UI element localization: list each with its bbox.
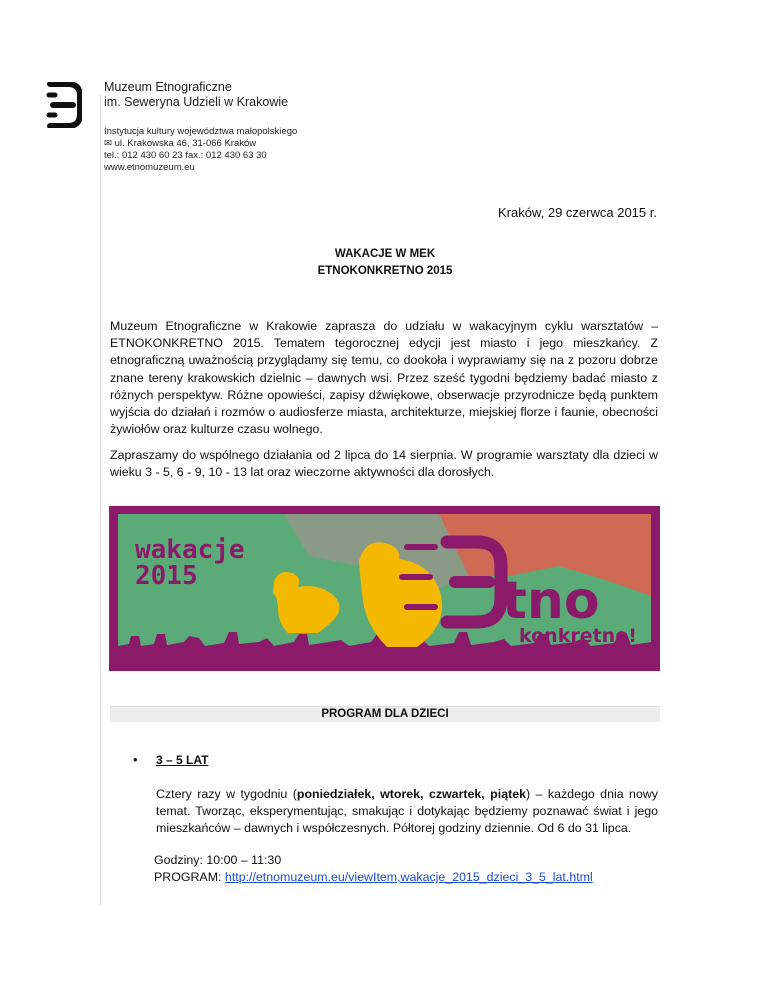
invitation-paragraph: Zapraszamy do wspólnego działania od 2 lipca do 14 sierpnia. W programie warsztaty dla dzieci w wieku 3 - 5, 6 - 9, 10 - 13 lat oraz wieczorne aktywności dla dorosłych. — [110, 448, 658, 480]
address-text: ul. Krakowska 46, 31-066 Kraków — [114, 138, 257, 149]
program-link[interactable]: http://etnomuzeum.eu/viewItem,wakacje_2015_dzieci_3_5_lat.html — [224, 870, 593, 884]
letter-date: Kraków, 29 czerwca 2015 r. — [498, 205, 657, 220]
program-link-line — [154, 870, 593, 884]
mail-icon: ✉ — [104, 138, 112, 149]
phone-line: tel.: 012 430 60 23 fax.: 012 430 63 30 — [104, 150, 267, 161]
letter-title: WAKACJE W MEK — [334, 248, 436, 260]
desc-part1: Cztery razy w tygodniu ( — [156, 787, 297, 801]
age-group-heading: 3 – 5 LAT — [156, 753, 209, 767]
etnokonkretno-banner — [109, 506, 660, 671]
website-line: www.etnomuzeum.eu — [104, 162, 195, 173]
logo-dash-middle — [399, 574, 433, 580]
bullet-icon: • — [133, 752, 138, 767]
museum-name-line1: Muzeum Etnograficzne — [104, 80, 232, 94]
section-header-bar — [110, 706, 660, 722]
banner-text-tno: tno — [502, 571, 600, 631]
page-margin-line — [100, 95, 101, 905]
desc-part2: ) – każdego dnia nowy temat. Tworząc, eksperymentując, smakując i dotykając będziemy poznawać świat i jego mieszkańców – dawnych i współczesnych. Półtorej godziny dziennie. Od 6 do 31 lipca. — [156, 787, 658, 836]
address-line — [104, 138, 297, 150]
section-title: PROGRAM DLA DZIECI — [321, 708, 449, 720]
logo-dash-bottom — [404, 604, 438, 610]
letter-subtitle: ETNOKONKRETNO 2015 — [317, 265, 453, 277]
contact-block — [104, 126, 297, 174]
institution-line: Instytucja kultury województwa małopolskiego — [104, 126, 298, 137]
banner-text-wakacje: wakacje — [135, 535, 245, 565]
museum-name-line2: im. Seweryna Udzieli w Krakowie — [104, 95, 289, 109]
intro-paragraph: Muzeum Etnograficzne w Krakowie zaprasza do udziału w wakacyjnym cyklu warsztatów – ETNOKONKRETNO 2015. Tematem tegorocznej edycji jest miasto i jego mieszkańcy. Z etnograficzną uważnością przyglądamy się temu, co dookoła i wyprawiamy się na z pozoru dobrze znane tereny krakowskich dzielnic – dawnych wsi. Przez sześć tygodni będziemy badać miasto z różnych perspektyw. Różne opowieści, zapisy dźwiękowe, obserwacje przyrodnicze będą punktem wyjścia do działań i rozmów o audiosferze miasta, architekturze, miejskiej florze i faunie, obecności żywiołów oraz kulturze czasu wolnego. — [110, 319, 658, 437]
banner-text-year: 2015 — [135, 561, 198, 591]
desc-days: poniedziałek, wtorek, czwartek, piątek — [296, 787, 526, 801]
program-hours: Godziny: 10:00 – 11:30 — [154, 853, 282, 867]
museum-name — [104, 80, 288, 110]
program-label: PROGRAM: — [154, 870, 225, 884]
museum-logo-icon — [46, 82, 82, 128]
banner-text-konkretno: konkretno! — [519, 625, 637, 647]
logo-dash-top — [404, 544, 438, 550]
program-description — [156, 786, 658, 838]
